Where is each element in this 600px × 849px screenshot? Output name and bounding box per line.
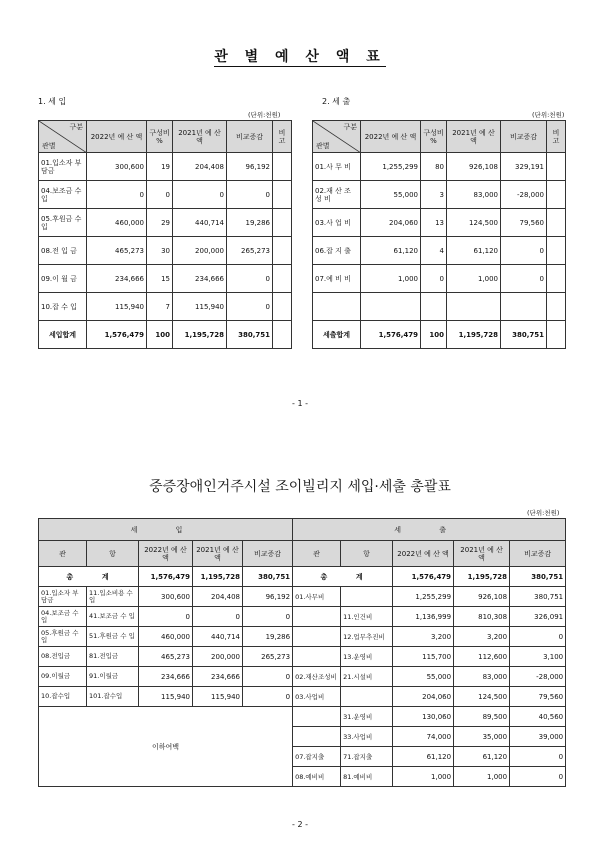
- header-diagonal-cell: 구분 관별: [39, 121, 87, 153]
- expense-row: 01.사 무 비 1,255,299 80 926,108 329,191: [313, 153, 566, 181]
- revenue-row: 08.전 입 금 465,273 30 200,000 265,273: [39, 237, 292, 265]
- header-2022: 2022년 예 산 액: [87, 121, 147, 153]
- expense-header: 세 출: [293, 519, 566, 541]
- col-hang: 항: [87, 541, 139, 567]
- col-diff: 비교증감: [510, 541, 566, 567]
- expense-row: 06.잡 지 출 61,120 4 61,120 0: [313, 237, 566, 265]
- header-note: 비 고: [547, 121, 566, 153]
- header-note: 비 고: [273, 121, 292, 153]
- page1-title: 관 별 예 산 액 표: [214, 49, 386, 65]
- expense-row: 02.재 산 조 성 비 55,000 3 83,000 -28,000: [313, 181, 566, 209]
- table-row: 01.입소자 부담금 11.입소비용 수 입 300,600 204,408 96,192 01.사무비 1,255,299 926,108 380,751: [39, 587, 566, 607]
- blank-remark: 이하여백: [39, 707, 293, 787]
- col-gwan: 관: [39, 541, 87, 567]
- col-gwan: 관: [293, 541, 341, 567]
- table-row: 04.보조금 수 입 41.보조금 수 입 0 0 0 11.인건비 1,136,999 810,308 326,091: [39, 607, 566, 627]
- table-row: 10.잡수입 101.잡수입 115,940 115,940 0 03.사업비 204,060 124,500 79,560: [39, 687, 566, 707]
- revenue-row: 09.이 월 금 234,666 15 234,666 0: [39, 265, 292, 293]
- expense-summary-table: [312, 120, 566, 349]
- table-row: 05.후원금 수 입 51.후원금 수 입 460,000 440,714 19,286 12.업무추진비 3,200 3,200 0: [39, 627, 566, 647]
- col-diff: 비교증감: [243, 541, 293, 567]
- page2-unit: (단위:천원): [527, 509, 560, 517]
- header-2021: 2021년 예 산 액: [447, 121, 501, 153]
- revenue-row: 01.입소자 부담금 300,600 19 204,408 96,192: [39, 153, 292, 181]
- page-number-1: - 1 -: [292, 399, 308, 408]
- table-row: 이하여백 31.운영비 130,060 89,500 40,560: [39, 707, 566, 727]
- expense-row: 03.사 업 비 204,060 13 124,500 79,560: [313, 209, 566, 237]
- header-diagonal-cell: 구분 관별: [313, 121, 361, 153]
- expense-row: 07.예 비 비 1,000 0 1,000 0: [313, 265, 566, 293]
- expense-total-row: 세출합계 1,576,479 100 1,195,728 380,751: [313, 321, 566, 349]
- table-row: 08.전입금 81.전입금 465,273 200,000 265,273 13.운영비 115,700 112,600 3,100: [39, 647, 566, 667]
- col-hang: 항: [341, 541, 393, 567]
- revenue-summary-table: [38, 120, 292, 349]
- revenue-row: 04.보조금 수 입 0 0 0 0: [39, 181, 292, 209]
- header-diff: 비교증감: [227, 121, 273, 153]
- header-2022: 2022년 예 산 액: [361, 121, 421, 153]
- page2-title: 중증장애인거주시설 조이빌리지 세입·세출 총괄표: [149, 479, 451, 495]
- expense-section-label: 2. 세 출: [322, 97, 351, 106]
- col-2021: 2021년 예 산 액: [454, 541, 510, 567]
- table-row: 07.잡지출 71.잡지출 61,120 61,120 0: [39, 747, 566, 767]
- header-diff: 비교증감: [501, 121, 547, 153]
- table-row: 08.예비비 81.예비비 1,000 1,000 0: [39, 767, 566, 787]
- summary-table: [38, 518, 566, 787]
- revenue-total-row: 세입합계 1,576,479 100 1,195,728 380,751: [39, 321, 292, 349]
- table-row: 09.이월금 91.이월금 234,666 234,666 0 02.재산조성비 21.시설비 55,000 83,000 -28,000: [39, 667, 566, 687]
- expense-unit: (단위:천원): [532, 111, 565, 119]
- table-row: 33.사업비 74,000 35,000 39,000: [39, 727, 566, 747]
- revenue-header: 세 입: [39, 519, 293, 541]
- col-2022: 2022년 예 산 액: [393, 541, 454, 567]
- revenue-row: 05.후원금 수 입 460,000 29 440,714 19,286: [39, 209, 292, 237]
- empty-row: [313, 293, 566, 321]
- header-ratio: 구성비 %: [421, 121, 447, 153]
- col-2022: 2022년 예 산 액: [139, 541, 193, 567]
- total-row: 총 계 1,576,479 1,195,728 380,751 총 계 1,576,479 1,195,728 380,751: [39, 567, 566, 587]
- header-ratio: 구성비 %: [147, 121, 173, 153]
- revenue-row: 10.잡 수 입 115,940 7 115,940 0: [39, 293, 292, 321]
- revenue-unit: (단위:천원): [248, 111, 281, 119]
- col-2021: 2021년 예 산 액: [193, 541, 243, 567]
- revenue-section-label: 1. 세 입: [38, 97, 67, 106]
- header-2021: 2021년 예 산 액: [173, 121, 227, 153]
- page-number-2: - 2 -: [292, 820, 308, 829]
